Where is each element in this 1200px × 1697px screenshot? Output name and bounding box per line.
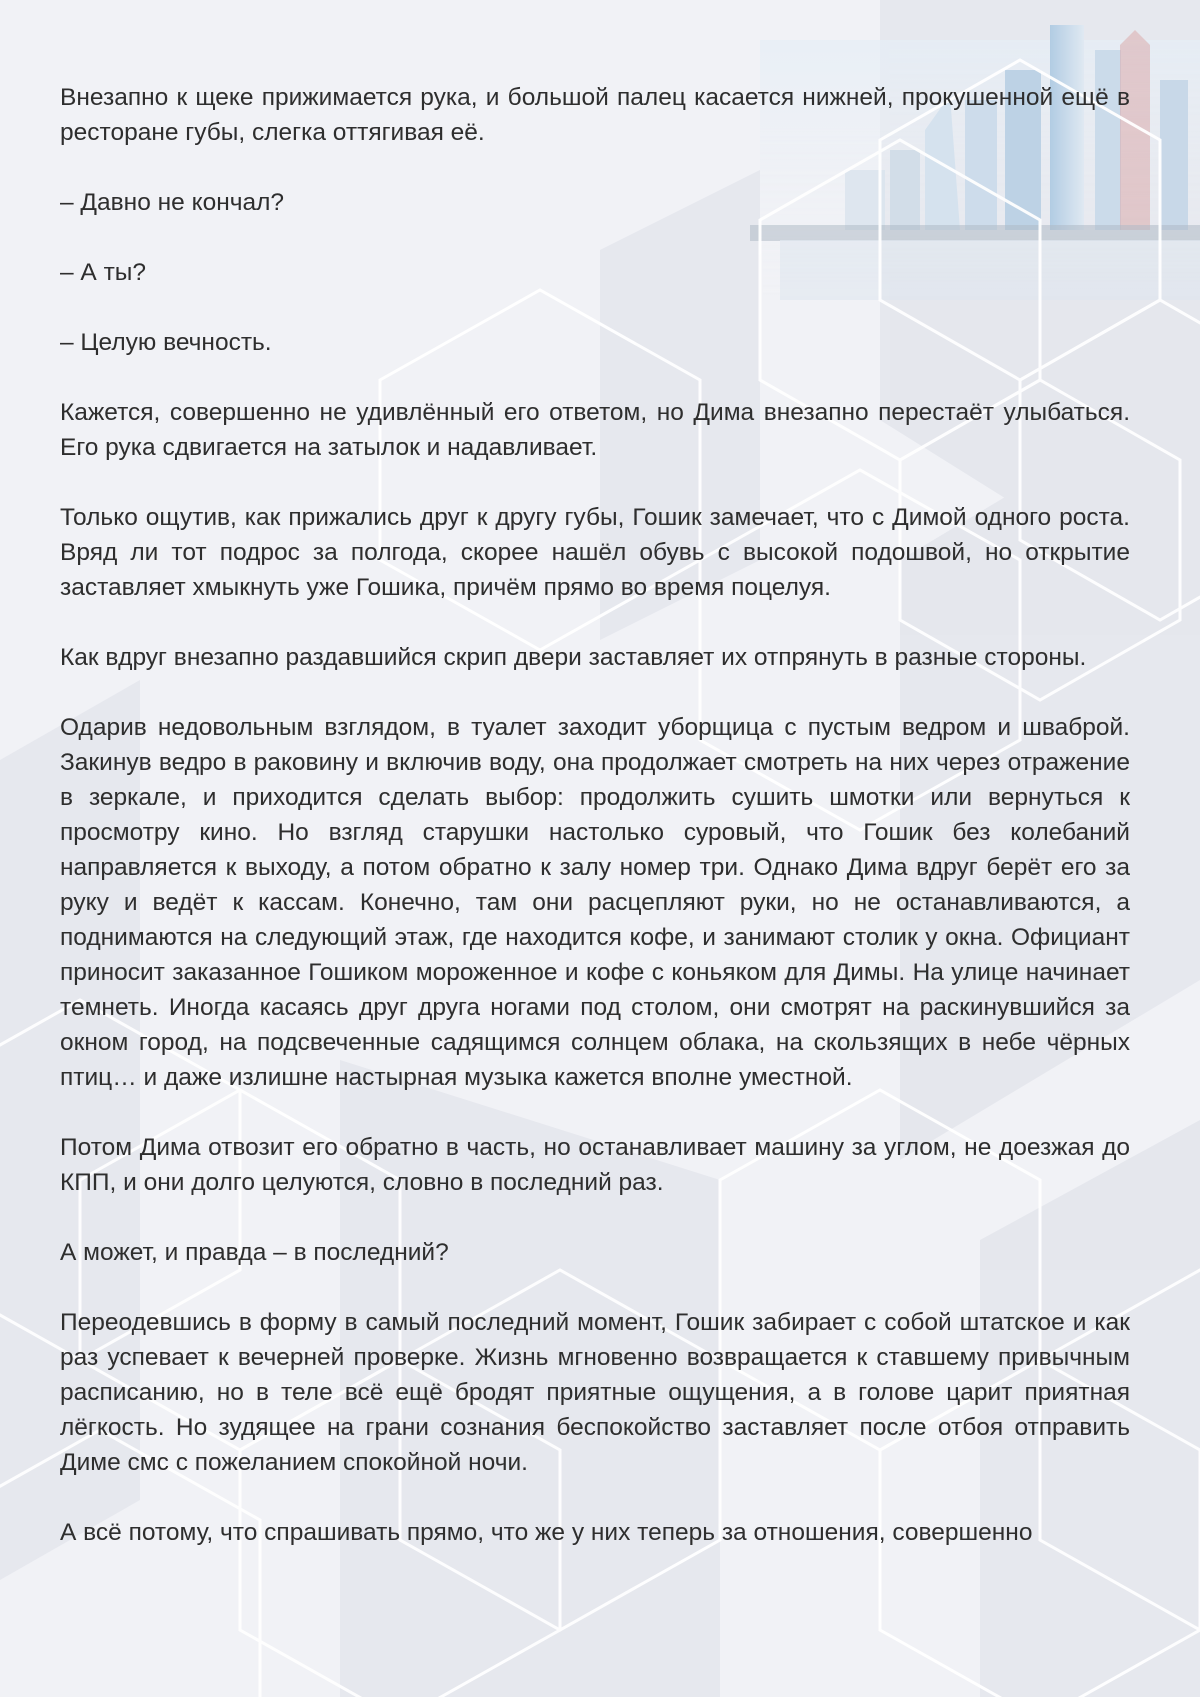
- paragraph: Переодевшись в форму в самый последний момент, Гошик забирает с собой штатское и как раз успевает к вечерней проверке. Жизнь мгновенно возвращается к ставшему привычным расписанию, но в теле всё ещё бродят приятные ощущения, а в голове царит приятная лёгкость. Но зудящее на грани сознания беспокойство заставляет после отбоя отправить Диме смс с пожеланием спокойной ночи.: [60, 1309, 1130, 1476]
- dialogue-line: – Целую вечность.: [60, 329, 272, 356]
- paragraph: Кажется, совершенно не удивлённый его ответом, но Дима внезапно перестаёт улыбаться. Его рука сдвигается на затылок и надавливает.: [60, 399, 1130, 461]
- paragraph: Только ощутив, как прижались друг к другу губы, Гошик замечает, что с Димой одного роста. Вряд ли тот подрос за полгода, скорее нашёл обувь с высокой подошвой, но открытие заставляет хмыкнуть уже Гошика, причём прямо во время поцелуя.: [60, 504, 1130, 601]
- document-page: [60, 80, 1130, 1585]
- dialogue-line: – Давно не кончал?: [60, 189, 285, 216]
- paragraph: А может, и правда – в последний?: [60, 1239, 449, 1266]
- dialogue-line: – А ты?: [60, 259, 147, 286]
- paragraph: Как вдруг внезапно раздавшийся скрип двери заставляет их отпрянуть в разные стороны.: [60, 644, 1087, 671]
- paragraph: Потом Дима отвозит его обратно в часть, но останавливает машину за углом, не доезжая до КПП, и они долго целуются, словно в последний раз.: [60, 1134, 1130, 1196]
- paragraph-continued: А всё потому, что спрашивать прямо, что же у них теперь за отношения, совершенно: [60, 1519, 1033, 1546]
- paragraph: Одарив недовольным взглядом, в туалет заходит уборщица с пустым ведром и шваброй. Закинув ведро в раковину и включив воду, она продолжает смотреть на них через отражение в зеркале, и приходится сделать выбор: продолжить сушить шмотки или вернуться к просмотру кино. Но взгляд старушки настолько суровый, что Гошик без колебаний направляется к выходу, а потом обратно к залу номер три. Однако Дима вдруг берёт его за руку и ведёт к кассам. Конечно, там они расцепляют руки, но не останавливаются, а поднимаются на следующий этаж, где находится кофе, и занимают столик у окна. Официант приносит заказанное Гошиком мороженное и кофе с коньяком для Димы. На улице начинает темнеть. Иногда касаясь друг друга ногами под столом, они смотрят на раскинувшийся за окном город, на подсвеченные садящимся солнцем облака, на скользящих в небе чёрных птиц… и даже излишне настырная музыка кажется вполне уместной.: [60, 714, 1130, 1091]
- paragraph: Внезапно к щеке прижимается рука, и большой палец касается нижней, прокушенной ещё в ресторане губы, слегка оттягивая её.: [60, 84, 1130, 146]
